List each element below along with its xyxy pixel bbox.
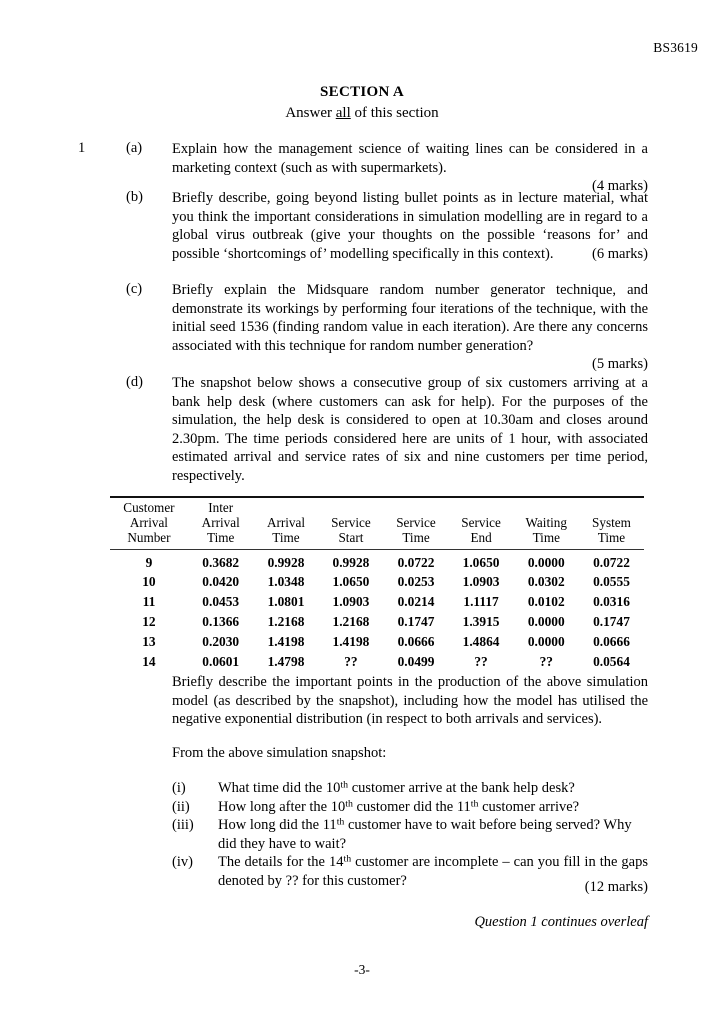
header-line: Time bbox=[597, 530, 626, 546]
cell-arrival-time: 1.0801 bbox=[267, 594, 305, 610]
cell-service-end: 1.4864 bbox=[462, 633, 500, 649]
part-text-c bbox=[172, 281, 648, 374]
cell-service-time: 0.0722 bbox=[397, 554, 435, 570]
table-row bbox=[110, 572, 644, 592]
cell-inter-arrival-time: 0.0420 bbox=[202, 574, 240, 590]
cell-service-start: 1.0903 bbox=[332, 594, 370, 610]
page-number: -3- bbox=[354, 962, 370, 977]
lead-in-text: From the above simulation snapshot: bbox=[172, 745, 387, 761]
column-header-service-start bbox=[318, 497, 383, 549]
cell-service-end: 1.1117 bbox=[463, 594, 499, 610]
table-row bbox=[110, 632, 644, 652]
simulation-snapshot-table bbox=[110, 496, 644, 671]
subquestion-label-iii: (iii) bbox=[172, 817, 194, 834]
header-line: System bbox=[592, 515, 631, 531]
instruction-before: Answer bbox=[285, 105, 336, 121]
part-label-c: (c) bbox=[126, 281, 143, 297]
table-row bbox=[110, 651, 644, 671]
part-text-d: The snapshot below shows a consecutive group of six customers arriving at a bank help desk (where customers can ask for help). For the purposes of the simulation, the help desk is considered to open at 10.30am and closes around 2.30pm. The time periods considered here are units of 1 hour, with associated estimated arrival and service rates of six and nine customers per time period, respectively. bbox=[172, 375, 648, 484]
subquestion-text-i bbox=[218, 779, 648, 798]
ordinal-suffix: th bbox=[336, 816, 345, 828]
cell-service-start: 0.9928 bbox=[332, 554, 370, 570]
cell-system-time: 0.0722 bbox=[593, 554, 630, 570]
cell-service-time: 0.0253 bbox=[397, 574, 435, 590]
cell-service-time: 0.1747 bbox=[397, 613, 435, 629]
header-line: Time bbox=[272, 530, 300, 546]
cell-inter-arrival-time: 0.0453 bbox=[202, 594, 240, 610]
cell-customer-number: 9 bbox=[145, 554, 153, 570]
header-line: Time bbox=[207, 530, 235, 546]
part-c-body: Briefly explain the Midsquare random number generator technique, and demonstrate its workings by performing four iterations of the technique, with the initial seed 1536 (finding random value in each iteration). Are there any concerns associated with this technique for random number generation? bbox=[172, 282, 648, 354]
cell-customer-number: 10 bbox=[142, 574, 156, 590]
part-b-body: Briefly describe, going beyond listing bullet points as in lecture material, what you think the important considerations in simulation modelling are in regard to a global virus outbreak (give your thoughts on the possible ‘reasons for’ and possible ‘shortcomings of’ modelling specifically in this context). bbox=[172, 190, 648, 262]
subquestion-i bbox=[172, 779, 648, 798]
part-c-marks: (5 marks) bbox=[592, 356, 648, 373]
cell-system-time: 0.0666 bbox=[593, 633, 630, 649]
cell-service-start: 1.4198 bbox=[332, 633, 370, 649]
header-line: Time bbox=[532, 530, 560, 546]
table-row bbox=[110, 592, 644, 612]
subquestion-label-iv: (iv) bbox=[172, 854, 193, 871]
table-row bbox=[110, 549, 644, 572]
post-table-paragraph bbox=[78, 673, 648, 729]
header-line: Arrival bbox=[266, 515, 306, 531]
cell-customer-number: 14 bbox=[142, 653, 156, 669]
subq-iv-after: customer are incomplete – can you fill in the gaps denoted by ?? for this customer? bbox=[218, 854, 648, 889]
ordinal-suffix: th bbox=[345, 798, 353, 810]
cell-waiting-time: 0.0102 bbox=[527, 594, 565, 610]
cell-inter-arrival-time: 0.1366 bbox=[202, 613, 240, 629]
cell-customer-number: 11 bbox=[142, 594, 156, 610]
header-line: Service bbox=[461, 515, 501, 531]
cell-arrival-time: 1.4798 bbox=[267, 653, 305, 669]
cell-waiting-time: ?? bbox=[539, 653, 553, 669]
section-title: SECTION A bbox=[320, 84, 404, 100]
cell-arrival-time: 1.0348 bbox=[267, 574, 305, 590]
instruction-underlined: all bbox=[335, 105, 351, 121]
part-label-a: (a) bbox=[126, 140, 143, 156]
part-label-d: (d) bbox=[126, 374, 143, 390]
instruction-after: of this section bbox=[350, 105, 439, 121]
header-line: Time bbox=[402, 530, 430, 546]
subquestion-label-i: (i) bbox=[172, 780, 186, 796]
subq-i-after: customer arrive at the bank help desk? bbox=[348, 780, 575, 796]
subq-iv-before: The details for the 14 bbox=[218, 854, 344, 871]
cell-system-time: 0.0316 bbox=[593, 594, 630, 610]
part-a-marks: (4 marks) bbox=[592, 178, 648, 195]
cell-arrival-time: 0.9928 bbox=[267, 554, 305, 570]
cell-service-time: 0.0666 bbox=[397, 633, 435, 649]
cell-service-start: 1.0650 bbox=[332, 574, 370, 590]
cell-service-start: ?? bbox=[344, 653, 358, 669]
cell-service-end: ?? bbox=[474, 653, 488, 669]
column-header-service-end bbox=[449, 497, 514, 549]
header-line: Arrival bbox=[201, 515, 240, 531]
cell-arrival-time: 1.2168 bbox=[267, 613, 305, 629]
question-part-a bbox=[78, 140, 648, 196]
header-line: Number bbox=[127, 530, 171, 546]
cell-service-end: 1.0903 bbox=[462, 574, 500, 590]
cell-system-time: 0.0564 bbox=[593, 653, 630, 669]
subquestion-label-ii: (ii) bbox=[172, 798, 190, 815]
subq-iii-before: How long did the 11 bbox=[218, 817, 337, 834]
ordinal-suffix: th bbox=[470, 798, 479, 810]
continues-overleaf-note: Question 1 continues overleaf bbox=[474, 914, 648, 930]
cell-customer-number: 12 bbox=[142, 613, 156, 629]
column-header-waiting-time bbox=[514, 497, 579, 549]
header-line: Service bbox=[396, 515, 436, 531]
cell-waiting-time: 0.0000 bbox=[527, 554, 565, 570]
cell-customer-number: 13 bbox=[142, 633, 156, 649]
header-line: Service bbox=[331, 515, 371, 531]
cell-system-time: 0.1747 bbox=[593, 613, 630, 629]
cell-service-start: 1.2168 bbox=[332, 613, 370, 629]
column-header-arrival-time bbox=[254, 497, 319, 549]
subquestion-lead-in bbox=[78, 744, 648, 763]
table-header-row bbox=[110, 497, 644, 549]
part-label-b: (b) bbox=[126, 189, 143, 205]
question-part-c bbox=[78, 281, 648, 374]
cell-inter-arrival-time: 0.0601 bbox=[202, 653, 240, 669]
cell-waiting-time: 0.0000 bbox=[527, 613, 565, 629]
part-b-marks: (6 marks) bbox=[592, 245, 648, 262]
question-number: 1 bbox=[78, 140, 86, 156]
header-line: Arrival bbox=[129, 515, 168, 531]
cell-waiting-time: 0.0302 bbox=[527, 574, 565, 590]
part-text-b bbox=[172, 189, 648, 263]
cell-inter-arrival-time: 0.3682 bbox=[202, 554, 240, 570]
section-instruction bbox=[0, 105, 724, 122]
part-text-a bbox=[172, 140, 648, 196]
subquestion-text-iii bbox=[218, 816, 648, 853]
column-header-customer-arrival-number bbox=[110, 497, 188, 549]
table-row bbox=[110, 612, 644, 632]
question-part-b bbox=[78, 189, 648, 263]
cell-system-time: 0.0555 bbox=[593, 574, 630, 590]
subq-i-before: What time did the 10 bbox=[218, 780, 341, 796]
cell-waiting-time: 0.0000 bbox=[527, 633, 565, 649]
header-line: End bbox=[470, 530, 492, 546]
header-line: Inter bbox=[208, 500, 234, 515]
subquestion-text-ii bbox=[218, 798, 648, 817]
ordinal-suffix: th bbox=[343, 853, 352, 865]
subquestion-iii bbox=[172, 816, 648, 853]
subq-ii-before: How long after the 10 bbox=[218, 798, 346, 815]
post-table-text: Briefly describe the important points in the production of the above simulation model (as described by the snapshot), including how the model has utilised the negative exponential distribution (in respect to both arrivals and services). bbox=[172, 674, 648, 728]
subquestion-list bbox=[172, 779, 648, 891]
header-line: Customer bbox=[123, 500, 175, 515]
column-header-inter-arrival-time bbox=[188, 497, 254, 549]
cell-service-time: 0.0499 bbox=[397, 653, 435, 669]
cell-inter-arrival-time: 0.2030 bbox=[202, 633, 240, 649]
header-line: Waiting bbox=[525, 515, 567, 531]
header-line: Start bbox=[338, 530, 364, 546]
subq-ii-middle: customer did the 11 bbox=[352, 798, 471, 815]
cell-service-time: 0.0214 bbox=[397, 594, 435, 610]
subq-ii-after: customer arrive? bbox=[478, 798, 580, 815]
ordinal-suffix: th bbox=[340, 779, 349, 791]
cell-arrival-time: 1.4198 bbox=[267, 633, 305, 649]
table-body bbox=[110, 549, 644, 671]
column-header-service-time bbox=[383, 497, 448, 549]
exam-code: BS3619 bbox=[653, 40, 698, 55]
column-header-system-time bbox=[579, 497, 644, 549]
cell-service-end: 1.3915 bbox=[462, 613, 500, 629]
total-marks: (12 marks) bbox=[584, 879, 648, 895]
cell-service-end: 1.0650 bbox=[462, 554, 500, 570]
subquestion-ii bbox=[172, 798, 648, 817]
table-header bbox=[110, 497, 644, 549]
part-a-body: Explain how the management science of waiting lines can be considered in a marketing context (such as with supermarkets). bbox=[172, 141, 648, 176]
subq-iii-after: customer have to wait before being served? Why did they have to wait? bbox=[218, 817, 632, 852]
question-part-d bbox=[78, 374, 648, 486]
